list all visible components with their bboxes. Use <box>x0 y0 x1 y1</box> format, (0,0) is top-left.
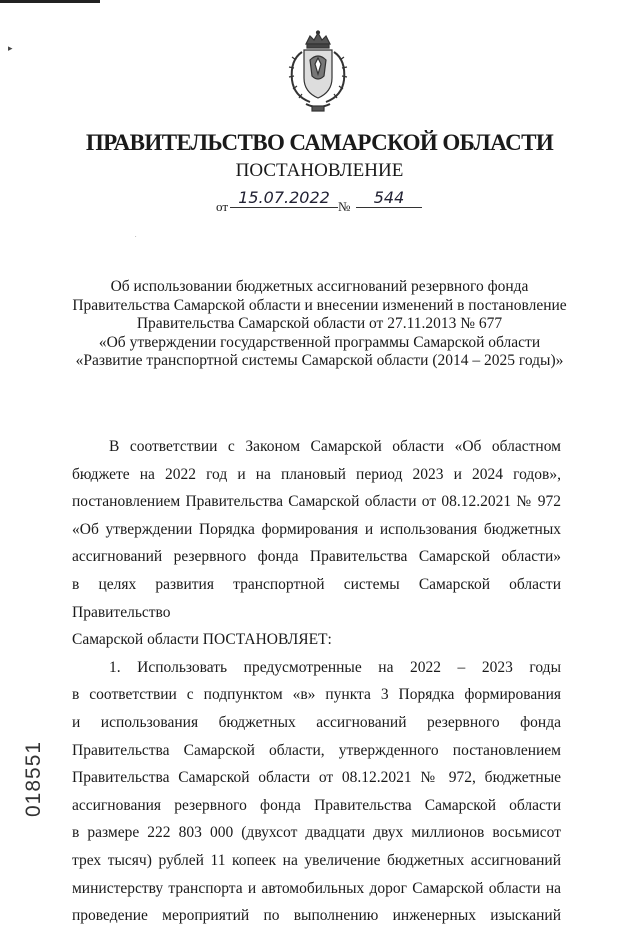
text-line: в целях развития транспортной системы Самарской области Правительство <box>72 575 561 621</box>
title-line: «Развитие транспортной системы Самарской области (2014 – 2025 годы)» <box>75 352 564 369</box>
title-line: Правительства Самарской области и внесении изменений в постановление <box>72 296 567 314</box>
paragraph-preamble-end <box>72 626 561 654</box>
text-line: Самарской области ПОСТАНОВЛЯЕТ: <box>72 631 332 649</box>
text-line: ассигнований резервного фонда Правительства Самарской области» <box>72 548 561 566</box>
title-line: Правительства Самарской области от 27.11.2013 № 677 <box>136 315 503 332</box>
text-line: В соответствии с Законом Самарской области «Об областном <box>109 438 561 455</box>
text-line: в соответствии с подпунктом «в» пункта 3 Порядка формирования <box>72 686 561 704</box>
text-line: трех тысяч) рублей 11 копеек на увеличение бюджетных ассигнований <box>72 851 561 869</box>
document-body <box>72 433 561 930</box>
coat-of-arms-icon <box>282 30 354 114</box>
scan-dot: . <box>135 233 137 239</box>
document-number: 544 <box>356 188 422 208</box>
text-line: «Об утверждении Порядка формирования и использования бюджетных <box>72 520 561 538</box>
document-title <box>60 278 579 371</box>
text-line: и использования бюджетных ассигнований резервного фонда <box>72 713 561 731</box>
date-prefix: от <box>216 199 229 214</box>
scan-top-line <box>0 0 100 3</box>
text-line: Правительства Самарской области, утвержденного постановлением <box>72 741 561 759</box>
number-prefix: № <box>338 199 351 214</box>
paragraph-item-1 <box>72 654 561 930</box>
text-line: министерству транспорта и автомобильных дорог Самарской области на <box>72 879 561 897</box>
date-number-line <box>216 190 436 216</box>
text-line: 1. Использовать предусмотренные на 2022 – 2023 годы <box>109 658 561 676</box>
document-date: 15.07.2022 <box>230 188 338 208</box>
government-name: ПРАВИТЕЛЬСТВО САМАРСКОЙ ОБЛАСТИ <box>85 130 554 155</box>
paragraph-preamble <box>72 433 561 626</box>
scan-mark: ▸ <box>8 43 13 53</box>
text-line: постановлением Правительства Самарской области от 08.12.2021 № 972 <box>72 493 561 511</box>
document-type: ПОСТАНОВЛЕНИЕ <box>235 160 404 181</box>
text-line: ассигнования резервного фонда Правительства Самарской области <box>72 796 561 814</box>
text-line: бюджете на 2022 год и на плановый период 2023 и 2024 годов», <box>72 465 561 483</box>
text-line: проведение мероприятий по выполнению инженерных изысканий <box>72 907 561 925</box>
side-registration-code: 018551 <box>22 740 45 817</box>
title-line: «Об утверждении государственной программы Самарской области <box>98 333 541 351</box>
title-line: Об использовании бюджетных ассигнований резервного фонда <box>110 278 529 295</box>
text-line: Правительства Самарской области от 08.12.2021 № 972, бюджетные <box>72 769 561 787</box>
text-line: в размере 222 803 000 (двухсот двадцати двух миллионов восьмисот <box>72 824 561 842</box>
